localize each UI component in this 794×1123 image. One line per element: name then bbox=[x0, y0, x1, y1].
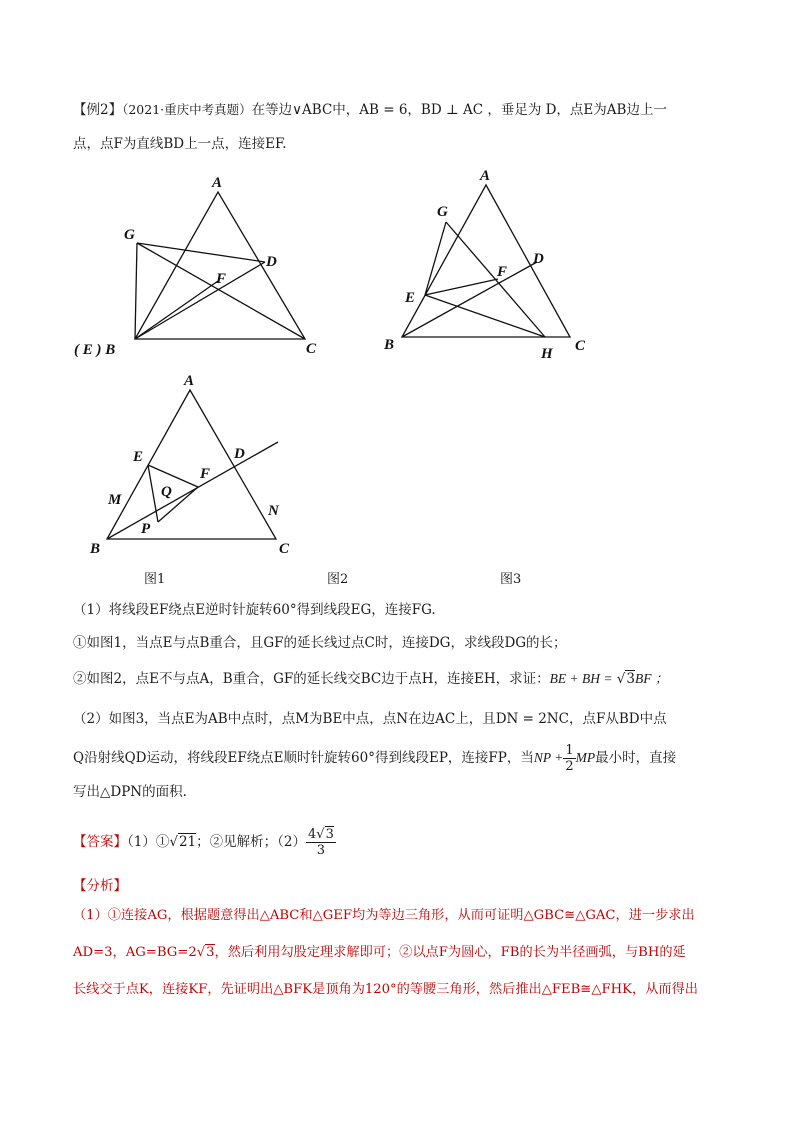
question-2-expr-b: MP bbox=[575, 750, 596, 765]
analysis-line-3: 长线交于点K，连接KF，先证明出△BFK是顶角为120°的等腰三角形，然后推出△FEB≅△FHK，从而得出 bbox=[73, 982, 698, 997]
fig1-label: G bbox=[124, 227, 135, 243]
fig3-label: B bbox=[90, 541, 101, 557]
caption-figure-3: 图3 bbox=[500, 572, 522, 587]
fig2-segment-eg bbox=[425, 222, 446, 295]
question-1-1: ①如图1，当点E与点B重合，且GF的延长线过点C时，连接DG，求线段DG的长； bbox=[73, 635, 567, 651]
fig2-label: A bbox=[480, 168, 491, 184]
answer-root-21: 21 bbox=[178, 834, 197, 850]
fig1-segment-bd bbox=[135, 262, 265, 339]
fig2-label: D bbox=[533, 251, 544, 267]
caption-figure-1: 图1 bbox=[144, 572, 166, 587]
fig2-triangle-abc bbox=[402, 185, 570, 337]
question-2-text-b: 最小时，直接 bbox=[595, 750, 677, 766]
fig3-label: Q bbox=[161, 484, 172, 500]
fig1-segment-bg bbox=[135, 243, 137, 339]
fig3-label: E bbox=[133, 449, 144, 465]
answer-part-1: （1）① bbox=[127, 834, 170, 850]
answer-line: 【答案】（1）①√21；②见解析；（2） $\frac{4√3}{3}$ bbox=[73, 827, 334, 858]
problem-source: （2021·重庆中考真题） bbox=[122, 102, 252, 117]
question-2-text-a: Q沿射线QD运动，将线段EF绕点E顺时针旋转60°得到线段EP，连接FP，当 bbox=[73, 750, 534, 766]
fig3-label: D bbox=[234, 446, 245, 462]
fraction-numerator: 1 bbox=[565, 743, 574, 758]
caption-figure-2: 图2 bbox=[327, 572, 349, 587]
question-2-expr-a: NP + bbox=[533, 750, 564, 765]
fig2-label: G bbox=[437, 204, 448, 220]
question-1-2-eq-a: BE + BH = bbox=[549, 671, 613, 686]
fig2-label: F bbox=[497, 264, 508, 280]
fig3-label: F bbox=[200, 466, 211, 482]
fig1-label: ( E ) B bbox=[74, 342, 116, 358]
answer-tag: 【答案】 bbox=[73, 834, 127, 850]
answer-part-2: ；②见解析；（2） bbox=[196, 834, 306, 850]
question-1-2: ②如图2，点E不与点A，B重合，GF的延长线交BC边于点H，连接EH，求证：BE + BH = √3BF ； bbox=[73, 671, 669, 687]
fig3-segment-ef bbox=[148, 465, 198, 487]
answer-fraction-numerator: 4√3 bbox=[307, 827, 334, 842]
fig2-label: B bbox=[384, 337, 395, 353]
fig3-label: N bbox=[268, 503, 279, 519]
fig1-label: C bbox=[306, 341, 317, 357]
fraction-denominator: 2 bbox=[565, 759, 574, 774]
question-2-fraction bbox=[563, 743, 575, 774]
fig2-segment-ef bbox=[425, 279, 498, 295]
question-2-line-3: 写出△DPN的面积. bbox=[73, 784, 187, 800]
question-2-line-1: （2）如图3，当点E为AB中点时，点M为BE中点，点N在边AC上，且DN = 2NC，点F从BD中点 bbox=[73, 711, 667, 727]
figure-1 bbox=[60, 165, 330, 365]
question-1-2-text: ②如图2，点E不与点A，B重合，GF的延长线交BC边于点H，连接EH，求证： bbox=[73, 671, 550, 687]
analysis-tag: 【分析】 bbox=[73, 878, 127, 894]
fig2-label: E bbox=[405, 290, 416, 306]
fig2-label: C bbox=[575, 338, 586, 354]
problem-line-1 bbox=[73, 100, 667, 120]
fig3-label: A bbox=[184, 373, 195, 389]
fig3-label: P bbox=[141, 521, 151, 537]
problem-text-2: 点，点F为直线BD上一点，连接EF. bbox=[73, 136, 287, 152]
question-1-2-root: 3 bbox=[626, 671, 636, 687]
figure-2 bbox=[380, 160, 610, 370]
analysis-text-2b: ，然后利用勾股定理求解即可；②以点F为圆心，FB的长为半径画弧，与BH的延 bbox=[214, 945, 686, 960]
analysis-line-2: AD=3，AG=BG=2√3，然后利用勾股定理求解即可；②以点F为圆心，FB的长为半径画弧，与BH的延 bbox=[73, 945, 686, 960]
question-1: （1）将线段EF绕点E逆时针旋转60°得到线段EG，连接FG. bbox=[73, 602, 436, 618]
fig1-triangle-abc bbox=[135, 192, 305, 339]
question-1-2-eq-c: BF ； bbox=[635, 671, 669, 686]
question-2-line-2 bbox=[73, 737, 676, 779]
figure-3 bbox=[80, 365, 300, 565]
analysis-text-2a: AD=3，AG=BG=2 bbox=[73, 945, 197, 960]
analysis-line-1: （1）①连接AG，根据题意得出△ABC和△GEF均为等边三角形，从而可证明△GBC≅△GAC，进一步求出 bbox=[73, 908, 695, 923]
fig3-label: C bbox=[279, 541, 290, 557]
answer-numerator-root: 3 bbox=[325, 827, 334, 842]
fig3-label: M bbox=[108, 492, 122, 508]
fig2-label: H bbox=[541, 346, 553, 362]
answer-fraction bbox=[306, 827, 336, 858]
fig1-segment-gd bbox=[137, 243, 265, 262]
problem-text-1: 在等边∨ABC中，AB = 6，BD ⊥ AC ，垂足为 D，点E为AB边上一 bbox=[251, 102, 667, 118]
fig1-label: D bbox=[266, 254, 277, 270]
problem-tag: 【例2】 bbox=[73, 102, 123, 118]
fig1-label: F bbox=[216, 271, 227, 287]
fig1-segment-bf bbox=[135, 281, 218, 339]
fig1-label: A bbox=[212, 175, 223, 191]
answer-numerator-coef: 4 bbox=[307, 827, 317, 842]
analysis-root: 3 bbox=[206, 945, 215, 960]
answer-fraction-denominator: 3 bbox=[316, 843, 326, 858]
